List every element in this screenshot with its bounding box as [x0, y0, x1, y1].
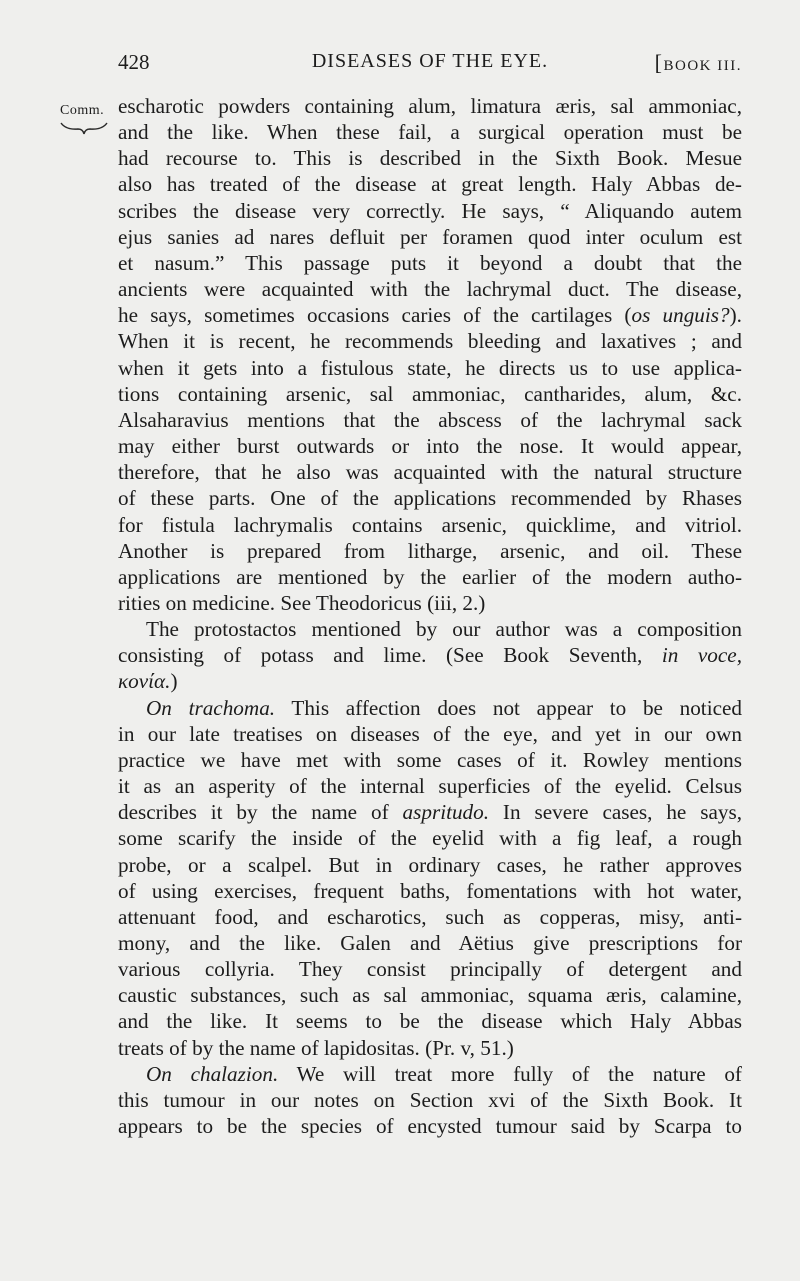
text-line: rities on medicine. See Theodoricus (iii, 2.) [118, 590, 486, 615]
text-line: of these parts. One of the applications recommended by Rhases [118, 486, 742, 511]
italic-term: os unguis? [631, 303, 730, 328]
running-header [118, 50, 742, 80]
text-line: When it is recent, he recommends bleeding and laxatives ; and [118, 329, 742, 354]
text-line: various collyria. They consist principally of detergent and [118, 957, 742, 982]
text-line: applications are mentioned by the earlier of the modern autho- [118, 564, 742, 589]
italic-term: aspritudo. [402, 800, 490, 825]
text-line: when it gets into a fistulous state, he directs us to use applica- [118, 355, 742, 380]
text-line: treats of by the name of lapidositas. (Pr. v, 51.) [118, 1035, 514, 1060]
italic-term: in voce, [661, 643, 742, 668]
text-line: Alsaharavius mentions that the abscess of the lachrymal sack [118, 407, 742, 432]
line-part: ). [729, 303, 742, 328]
text-line: some scarify the inside of the eyelid with a fig leaf, a rough [118, 826, 742, 851]
text-line: in our late treatises on diseases of the eye, and yet in our own [118, 721, 742, 746]
text-line [118, 642, 742, 668]
text-line: attenuant food, and escharotics, such as copperas, misy, anti- [118, 904, 742, 929]
greek-term: κονία. [118, 669, 171, 694]
margin-note: Comm. [60, 103, 105, 118]
line-part: consisting of potass and lime. (See Book Seventh, [118, 643, 662, 668]
text-line: therefore, that he also was acquainted with the natural structure [118, 460, 742, 485]
text-line: ancients were acquainted with the lachrymal duct. The disease, [118, 277, 742, 302]
text-line: ejus sanies ad nares defluit per foramen quod inter oculum est [118, 224, 742, 249]
text-line [118, 668, 742, 694]
line-part: describes it by the name of [118, 800, 403, 825]
section-lead: On chalazion. [146, 1061, 279, 1086]
book-label: BOOK III. [663, 58, 742, 74]
text-line: of using exercises, frequent baths, fomentations with hot water, [118, 878, 742, 903]
text-line: tions containing arsenic, sal ammoniac, cantharides, alum, &c. [118, 381, 742, 406]
line-part: This affection does not appear to be noticed [275, 695, 742, 720]
book-bracket: [ [654, 50, 664, 75]
body-text [118, 93, 742, 1139]
margin-brace [60, 121, 108, 135]
text-line: The protostactos mentioned by our author was a composition [146, 617, 742, 642]
text-line: mony, and the like. Galen and Aëtius give prescriptions for [118, 931, 742, 955]
text-line: appears to be the species of encysted tumour said by Scarpa to [118, 1114, 742, 1139]
text-line: et nasum.” This passage puts it beyond a doubt that the [118, 250, 742, 275]
book-indicator [655, 50, 742, 76]
paragraph-fistula [118, 93, 742, 616]
text-line: had recourse to. This is described in the Sixth Book. Mesue [118, 146, 742, 171]
text-line: escharotic powders containing alum, limatura æris, sal ammoniac, [118, 94, 742, 118]
text-line: this tumour in our notes on Section xvi of the Sixth Book. It [118, 1087, 742, 1112]
text-line [118, 302, 742, 328]
text-line [118, 1061, 742, 1087]
text-line: and the like. It seems to be the disease which Haly Abbas [118, 1009, 742, 1034]
line-part: We will treat more fully of the nature of [278, 1061, 742, 1086]
text-line: caustic substances, such as sal ammoniac, squama æris, calamine, [118, 983, 742, 1008]
text-line: may either burst outwards or into the nose. It would appear, [118, 434, 742, 459]
text-line: practice we have met with some cases of it. Rowley mentions [118, 747, 742, 772]
text-line: for fistula lachrymalis contains arsenic, quicklime, and vitriol. [118, 512, 742, 537]
text-line: also has treated of the disease at great length. Haly Abbas de- [118, 172, 742, 197]
text-line: probe, or a scalpel. But in ordinary cases, he rather approves [118, 852, 742, 877]
text-line: and the like. When these fail, a surgical operation must be [118, 120, 742, 145]
line-part: ) [170, 669, 178, 694]
running-title: DISEASES OF THE EYE. [311, 50, 549, 72]
paragraph-protostactos [118, 616, 742, 694]
line-part: he says, sometimes occasions caries of the cartilages ( [118, 303, 632, 328]
section-lead: On trachoma. [146, 695, 276, 720]
paragraph-chalazion [118, 1061, 742, 1139]
text-line: scribes the disease very correctly. He says, “ Aliquando autem [118, 198, 742, 223]
text-line [118, 799, 742, 825]
text-line [118, 695, 742, 721]
page-number: 428 [118, 50, 150, 74]
text-line: it as an asperity of the internal superficies of the eyelid. Celsus [118, 774, 742, 799]
text-line: Another is prepared from litharge, arsenic, and oil. These [118, 538, 742, 563]
line-part: In severe cases, he says, [489, 800, 742, 825]
paragraph-trachoma [118, 695, 742, 1061]
